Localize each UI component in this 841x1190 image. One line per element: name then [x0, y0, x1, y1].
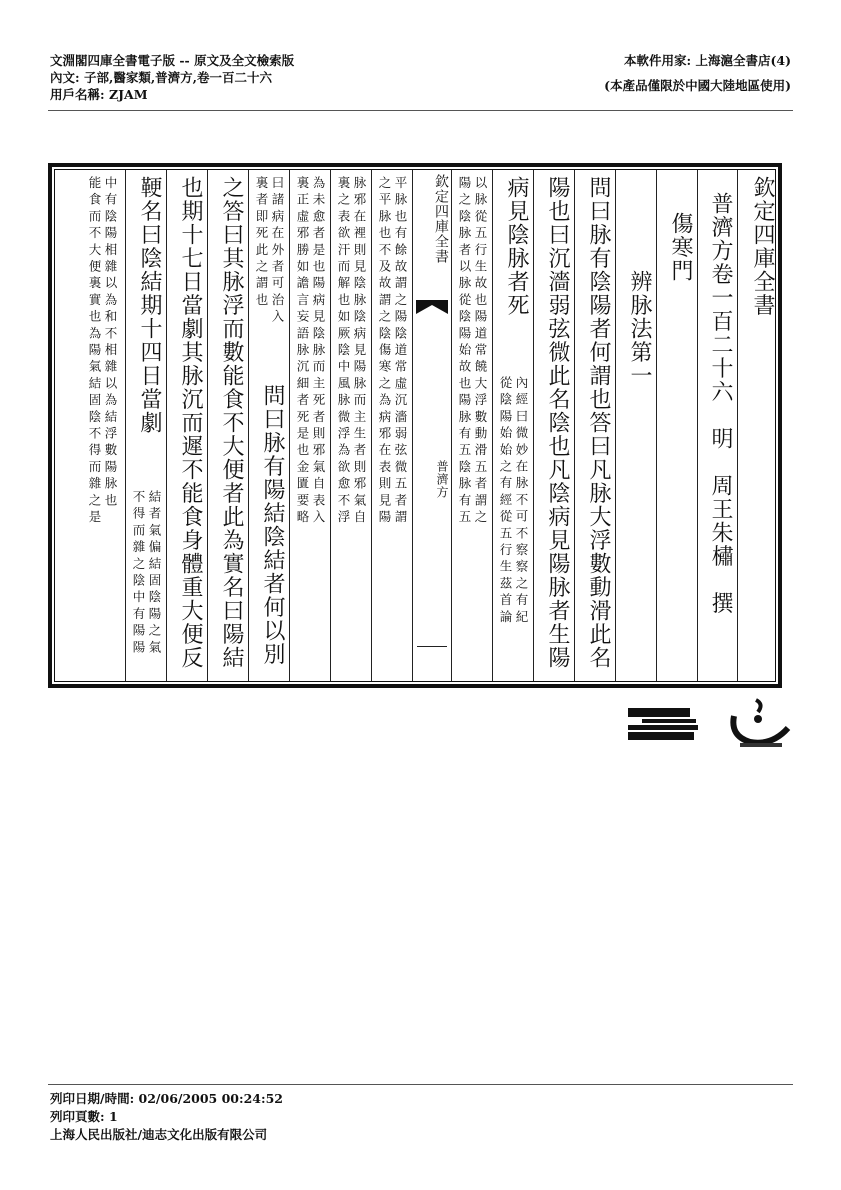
- column-juan: [697, 170, 737, 681]
- print-page-count: 列印頁數: 1: [50, 1109, 118, 1124]
- commentary-line: 結者氣偏結固陰陽之氣: [147, 490, 162, 657]
- commentary-line: 能食而不大便裏實也為陽氣結固陰不得而雜之是: [87, 176, 102, 527]
- header-title: 文淵閣四庫全書電子版 -- 原文及全文檢索版: [50, 53, 295, 68]
- page-inner-border: [54, 169, 776, 682]
- text-column-12: [125, 170, 166, 681]
- commentary-pair: [79, 176, 125, 527]
- commentary-line: 裏者即死此之謂也: [254, 176, 269, 310]
- commentary-line: 內經曰微妙在脉不可不察察之有紀: [514, 376, 529, 627]
- commentary-pair: [452, 176, 492, 527]
- text-line: 鞕名曰陰結期十四日當劇: [137, 176, 162, 435]
- commentary-line: 從陰陽始始之有經從五行生茲首論: [498, 376, 513, 627]
- print-datetime: 列印日期/時間: 02/06/2005 00:24:52: [50, 1091, 284, 1106]
- commentary-pair: [331, 176, 371, 527]
- text-column-9: [248, 170, 289, 681]
- page-frame: [48, 163, 782, 688]
- publisher-logo-icon: [628, 708, 698, 740]
- text-column-3: [492, 170, 533, 681]
- header-content-path: 內文: 子部,醫家類,普濟方,卷一百二十六: [50, 70, 273, 85]
- text-column-4: [451, 170, 492, 681]
- text-column-11: [166, 170, 207, 681]
- header-right: [604, 52, 791, 94]
- center-fold: [412, 170, 451, 681]
- commentary-pair: [493, 376, 533, 627]
- fold-rule: [417, 646, 447, 647]
- text-line: 也期十七日當劇其脉沉而遲不能食身體重大便反: [178, 176, 203, 670]
- text-column-8: [289, 170, 330, 681]
- text-line: 病見陰脉者死: [504, 176, 529, 317]
- category-heading: 傷寒門: [668, 212, 693, 283]
- commentary-line: 裏之表欲汗而解也如厥陰中風脉微浮為欲愈不浮: [336, 176, 351, 527]
- book-title: 欽定四庫全書: [750, 176, 775, 317]
- commentary-pair: [290, 176, 330, 527]
- column-title: [737, 170, 779, 681]
- commentary-line: 平脉也有餘故謂之陽陰道常虛沉濇弱弦微五者謂: [393, 176, 408, 527]
- commentary-line: 陽之陰脉者以脉從陰陽始故也陽脉有五陰脉有五: [457, 176, 472, 527]
- column-section: [615, 170, 656, 681]
- publisher-credit: 上海人民出版社/迪志文化出版有限公司: [50, 1127, 268, 1142]
- fold-book-title: 欽定四庫全書: [433, 174, 449, 264]
- commentary-line: 為未愈者是也陽病見陰脉而主死者則邪氣自表入: [311, 176, 326, 527]
- text-line: 陽也曰沉濇弱弦微此名陰也凡陰病見陽脉者生陽: [545, 176, 570, 670]
- volume-heading: 普濟方卷一百二十六 明 周王朱橚 撰: [708, 192, 733, 615]
- header-region-notice: (本產品僅限於中國大陸地區使用): [604, 78, 791, 93]
- commentary-line: 脉邪在裡則見陰脉陰病見陽脉而主生者則邪氣自: [352, 176, 367, 527]
- text-column-10: [207, 170, 248, 681]
- text-column-6: [371, 170, 412, 681]
- text-line: 問曰脉有陰陽者何謂也答曰凡脉大浮數動滑此名: [586, 176, 611, 670]
- column-category: [656, 170, 697, 681]
- header-user: 用戶名稱: ZJAM: [50, 87, 148, 102]
- text-line: 問曰脉有陽結陰結者何以別: [260, 384, 285, 666]
- header-licensee: 本軟件用家: 上海滬全書店(4): [624, 53, 791, 68]
- header-divider: [48, 110, 793, 111]
- dizhi-logo-icon: [728, 696, 794, 750]
- text-line: 之答曰其脉浮而數能食不大便者此為實名曰陽結: [219, 176, 244, 670]
- text-column-2: [533, 170, 574, 681]
- commentary-line: 曰諸病在外者可治入: [270, 176, 285, 327]
- commentary-line: 中有陰陽相雜以為和不相雜以為結浮數陽脉也: [103, 176, 118, 510]
- commentary-line: 不得而雜之陰中有陽陽: [131, 490, 146, 657]
- commentary-pair: [126, 490, 166, 657]
- text-column-13: [55, 170, 125, 681]
- commentary-pair: [372, 176, 412, 527]
- footer-divider: [48, 1084, 793, 1085]
- fishtail-mark-icon: [416, 300, 448, 314]
- text-column-1: [574, 170, 615, 681]
- text-column-7: [330, 170, 371, 681]
- commentary-line: 之平脉也不及故謂之陰傷寒之為病邪在表則見陽: [377, 176, 392, 527]
- header-left: [50, 52, 294, 103]
- commentary-pair: [249, 176, 289, 326]
- fold-book-name: 普濟方: [435, 460, 449, 499]
- commentary-line: 以脉從五行生故也陽道常饒大浮數動滑五者謂之: [473, 176, 488, 527]
- section-heading: 辨脉法第一: [627, 270, 652, 388]
- footer: [50, 1090, 283, 1144]
- commentary-line: 裏正虛邪勝如譫言妄語脉沉細者死是也金匱要略: [295, 176, 310, 527]
